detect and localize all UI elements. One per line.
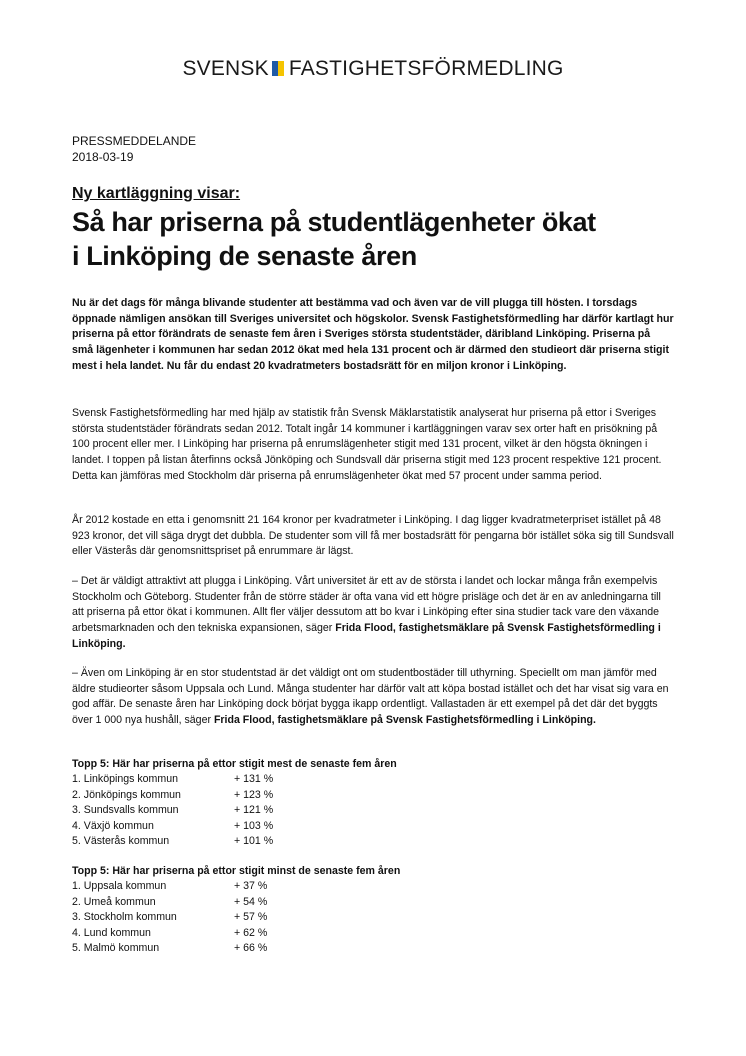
paragraph-2-text: År 2012 kostade en etta i genomsnitt 21 164 kronor per kvadratmeter i Linköping. I dag ligger kvadratmeterpriset istället på 48 923 kronor, det vill säga drygt det dubbla. De studenter som vill få mer bostadsrätt för pengarna bör istället söka sig till Sundsvall eller Västerås där genomsnittspriset på enrummare är lägst. xyxy=(72,514,674,558)
quote-attribution: Frida Flood, fastighetsmäklare på Svensk Fastighetsförmedling i Linköping. xyxy=(72,622,661,650)
paragraph-3 xyxy=(72,574,674,653)
list-item-name: 1. Uppsala kommun xyxy=(72,880,167,893)
quote-text: – Det är väldigt attraktivt att plugga i Linköping. Vårt universitet är ett av de största i landet och lockar många från exempelvis Stockholm och Göteborg. Studenter från de större städer är ofta vana vid ett högre prisläge och det är en av anledningarna till att priserna på ettor ökat i kommunen. Allt fler väljer dessutom att bo kvar i Linköping efter sina studier tack vare den växande arbetsmarknaden och den tekniska expansionen, säger xyxy=(72,575,661,635)
list-item-value: + 54 % xyxy=(234,895,268,908)
logo-text-left: SVENSK xyxy=(182,57,269,80)
paragraph-3-text xyxy=(72,574,674,653)
paragraph-4-text xyxy=(72,666,674,729)
list-item xyxy=(72,895,674,910)
list-title: Topp 5: Här har priserna på ettor stigit minst de senaste fem åren xyxy=(72,865,401,877)
page-title xyxy=(72,205,692,273)
list-item xyxy=(72,926,674,941)
list-item xyxy=(72,910,674,925)
list-item-name: 2. Jönköpings kommun xyxy=(72,788,181,801)
list-item-name: 5. Västerås kommun xyxy=(72,835,170,848)
list-item-name: 4. Lund kommun xyxy=(72,926,151,939)
list-item-value: + 37 % xyxy=(234,880,268,893)
top-least-list xyxy=(72,864,674,956)
logo-text-right: FASTIGHETSFÖRMEDLING xyxy=(288,57,564,80)
top-most-list xyxy=(72,757,674,849)
list-item-value: + 66 % xyxy=(234,942,268,955)
list-item-name: 1. Linköpings kommun xyxy=(72,773,178,786)
list-item-name: 3. Sundsvalls kommun xyxy=(72,804,179,817)
list-item-name: 3. Stockholm kommun xyxy=(72,911,177,924)
list-item xyxy=(72,834,674,849)
list-item-name: 5. Malmö kommun xyxy=(72,942,160,955)
release-date: 2018-03-19 xyxy=(72,150,134,164)
kicker: Ny kartläggning visar: xyxy=(72,185,241,202)
list-item xyxy=(72,879,674,894)
release-meta xyxy=(72,133,196,165)
list-item xyxy=(72,788,674,803)
release-type: PRESSMEDDELANDE xyxy=(72,134,197,148)
brand-logo xyxy=(0,57,746,81)
list-item-value: + 62 % xyxy=(234,926,268,939)
lead-paragraph xyxy=(72,296,674,375)
quote-attribution: Frida Flood, fastighetsmäklare på Svensk Fastighetsförmedling i Linköping. xyxy=(213,714,596,727)
list-item xyxy=(72,772,674,787)
lead-text: Nu är det dags för många blivande studenter att bestämma vad och även var de vill plugga till hösten. I torsdags öppnade nämligen ansökan till Sveriges universitet och högskolor. Svensk Fastighetsförmedling har därför kartlagt hur priserna på ettor förändrats de senaste fem åren i Sveriges största studentstäder, däribland Linköping. Priserna på små lägenheter i kommunen har sedan 2012 ökat med hela 131 procent och är därmed den studieort där priserna stigit mest i hela landet. Nu får du endast 20 kvadratmeters bostadsrätt för en miljon kronor i Linköping. xyxy=(72,297,674,372)
list-title: Topp 5: Här har priserna på ettor stigit mest de senaste fem åren xyxy=(72,758,397,770)
list-item-name: 4. Växjö kommun xyxy=(72,819,154,832)
list-item-value: + 123 % xyxy=(234,788,274,801)
list-item xyxy=(72,941,674,956)
list-item-value: + 101 % xyxy=(234,835,274,848)
title-line-1: Så har priserna på studentlägenheter ökat xyxy=(72,207,596,237)
paragraph-1 xyxy=(72,406,674,485)
list-item-value: + 121 % xyxy=(234,804,274,817)
paragraph-1-text: Svensk Fastighetsförmedling har med hjälp av statistik från Svensk Mäklarstatistik analyserat hur priserna på ettor i Sveriges största studentstäder förändrats sedan 2012. Totalt ingår 14 kommuner i kartläggningen varav sex orter haft en prisökning på 100 procent eller mer. I Linköping har priserna på enrumslägenheter stigit med 131 procent, vilket är den högsta ökningen i landet. I toppen på listan återfinns också Jönköping och Sundsvall där priserna stigit med 123 procent respektive 121 procent. Detta kan jämföras med Stockholm där priserna på enrumslägenheter ökat med 57 procent under samma period. xyxy=(72,407,662,482)
flag-icon xyxy=(272,58,284,73)
list-item xyxy=(72,819,674,834)
list-item-name: 2. Umeå kommun xyxy=(72,895,156,908)
list-item-value: + 131 % xyxy=(234,773,274,786)
list-item-value: + 57 % xyxy=(234,911,268,924)
paragraph-2 xyxy=(72,513,674,560)
list-item-value: + 103 % xyxy=(234,819,274,832)
list-item xyxy=(72,803,674,818)
paragraph-4 xyxy=(72,666,674,729)
quote-text: – Även om Linköping är en stor studentstad är det väldigt ont om studentbostäder till uthyrning. Speciellt om man jämför med äldre studieorter såsom Uppsala och Lund. Många studenter har därför valt att köpa bostad istället och det har visat sig vara en god affär. De senaste åren har Linköping dock börjat bygga ikapp ordentligt. Vallastaden är ett exempel på det där det byggts över 1 000 nya hushåll, säger xyxy=(72,667,669,727)
title-line-2: i Linköping de senaste åren xyxy=(72,241,417,271)
